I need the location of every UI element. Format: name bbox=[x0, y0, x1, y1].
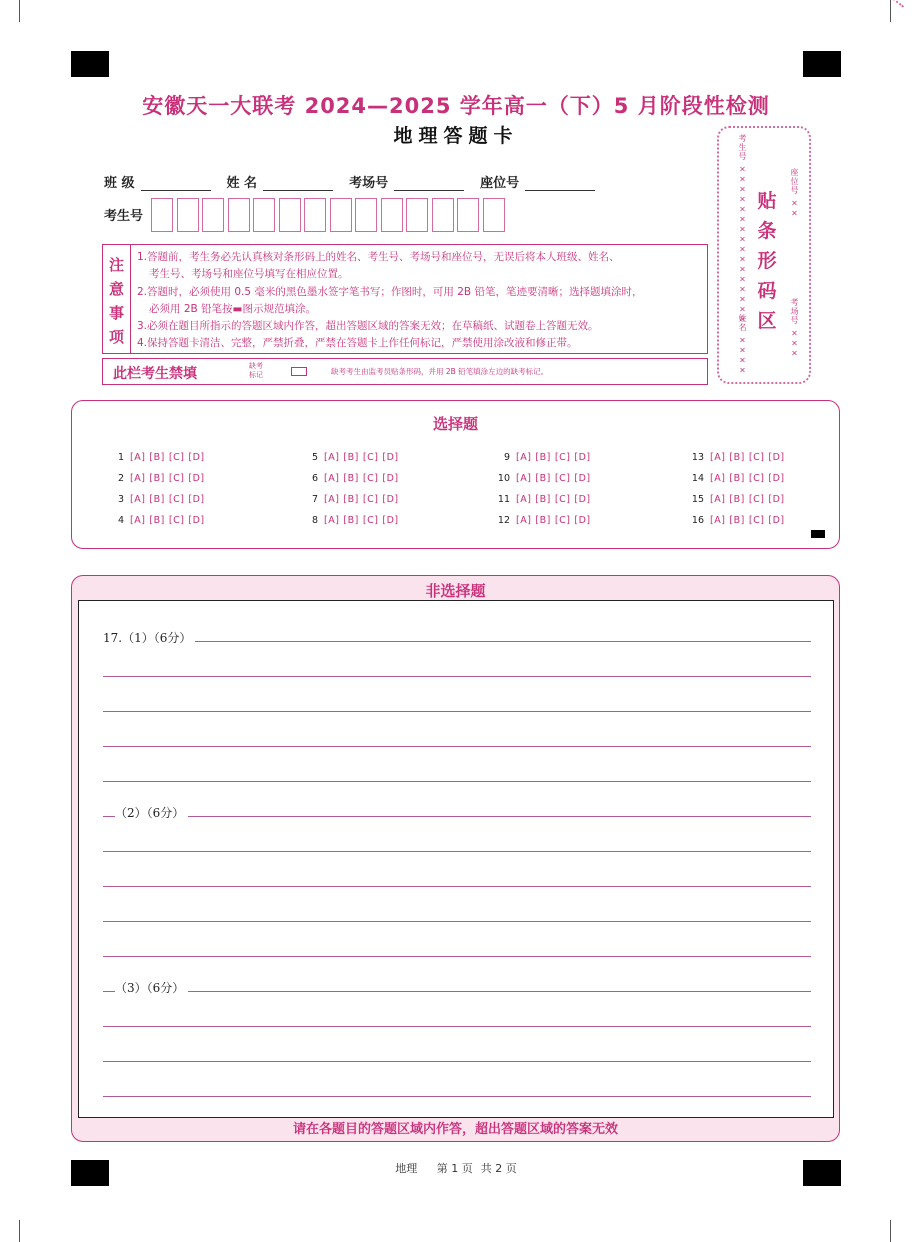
mc-question-number: 14 bbox=[691, 473, 704, 484]
seat-label: 座位号 bbox=[480, 176, 520, 191]
name-label: 姓 名 bbox=[226, 176, 258, 191]
absent-row bbox=[102, 358, 708, 385]
multiple-choice-title: 选择题 bbox=[432, 415, 478, 433]
seat-line[interactable] bbox=[525, 177, 595, 191]
non-choice-title: 非选择题 bbox=[425, 582, 486, 600]
mc-option-bubble[interactable]: [C] bbox=[168, 473, 185, 484]
absent-small-label-2: 标记 bbox=[249, 371, 263, 379]
footer-total: 共 2 页 bbox=[480, 1162, 517, 1175]
barcode-char: 贴 bbox=[757, 190, 777, 212]
mc-option-bubble[interactable]: [A] bbox=[516, 452, 532, 463]
mc-question-row bbox=[496, 468, 595, 489]
mc-option-bubble[interactable]: [B] bbox=[343, 452, 359, 463]
mc-option-bubble[interactable]: [D] bbox=[574, 515, 591, 526]
barcode-char: 码 bbox=[757, 280, 777, 302]
name-field[interactable] bbox=[227, 172, 334, 191]
mc-option-bubble[interactable]: [D] bbox=[188, 452, 205, 463]
crop-mark-bottom-left bbox=[0, 1220, 20, 1242]
answer-line[interactable] bbox=[103, 711, 811, 712]
barcode-char: 条 bbox=[757, 220, 777, 242]
answer-line[interactable] bbox=[103, 921, 811, 922]
notice-line: 必须用 2B 铅笔按▬图示规范填涂。 bbox=[149, 302, 316, 315]
mc-option-bubble[interactable]: [C] bbox=[748, 473, 765, 484]
mc-question-number: 9 bbox=[503, 452, 510, 463]
mc-option-bubble[interactable]: [D] bbox=[574, 473, 591, 484]
barcode-side-left-2: 考生号 ×××××××××××××××× bbox=[738, 134, 747, 325]
exam-number-box[interactable] bbox=[151, 198, 173, 232]
mc-column bbox=[690, 447, 789, 531]
mc-question-row bbox=[690, 510, 789, 531]
mc-option-bubble[interactable]: [D] bbox=[768, 452, 785, 463]
mc-option-bubble[interactable]: [C] bbox=[362, 515, 379, 526]
mc-question-number: 11 bbox=[497, 494, 510, 505]
notice-line: 考生号、考场号和座位号填写在相应位置。 bbox=[149, 268, 349, 281]
mc-question-row bbox=[110, 510, 209, 531]
mc-option-bubble[interactable]: [A] bbox=[324, 473, 340, 484]
answer-line[interactable] bbox=[103, 851, 811, 852]
mc-option-bubble[interactable]: [D] bbox=[382, 494, 399, 505]
absent-label: 此栏考生禁填 bbox=[113, 366, 197, 382]
mc-question-row bbox=[496, 447, 595, 468]
mc-option-bubble[interactable]: [A] bbox=[130, 452, 146, 463]
alignment-mark-top-right bbox=[803, 51, 841, 77]
mc-option-bubble[interactable]: [C] bbox=[168, 515, 185, 526]
mc-question-row bbox=[304, 510, 403, 531]
absent-note: 缺考考生由监考员贴条形码，并用 2B 铅笔填涂左边的缺考标记。 bbox=[331, 367, 549, 376]
mc-option-bubble[interactable]: [B] bbox=[149, 515, 165, 526]
barcode-char: 形 bbox=[757, 250, 777, 272]
mc-question-number: 2 bbox=[117, 473, 124, 484]
mc-question-row bbox=[110, 447, 209, 468]
mc-option-bubble[interactable]: [B] bbox=[343, 494, 359, 505]
mc-option-bubble[interactable]: [D] bbox=[574, 494, 591, 505]
mc-option-bubble[interactable]: [A] bbox=[516, 515, 532, 526]
exam-number-boxes bbox=[151, 198, 508, 232]
mc-option-bubble[interactable]: [B] bbox=[535, 515, 551, 526]
answer-line[interactable] bbox=[103, 886, 811, 887]
answer-line[interactable] bbox=[103, 781, 811, 782]
mc-question-number: 12 bbox=[497, 515, 510, 526]
mc-question-row bbox=[304, 468, 403, 489]
mc-question-row bbox=[304, 489, 403, 510]
mc-option-bubble[interactable]: [A] bbox=[324, 494, 340, 505]
card-subtitle: 地理答题卡 bbox=[393, 125, 519, 147]
mc-question-number: 13 bbox=[691, 452, 704, 463]
answer-line[interactable] bbox=[103, 816, 811, 817]
footer-page: 第 1 页 bbox=[436, 1162, 473, 1175]
exam-number-box[interactable] bbox=[177, 198, 199, 232]
mc-option-bubble[interactable]: [D] bbox=[574, 452, 591, 463]
mc-option-bubble[interactable]: [C] bbox=[168, 494, 185, 505]
mc-question-row bbox=[110, 489, 209, 510]
name-line[interactable] bbox=[263, 177, 333, 191]
notice-heading-char: 注 bbox=[108, 256, 124, 274]
notice-heading-char: 意 bbox=[108, 280, 124, 298]
barcode-area bbox=[717, 126, 811, 384]
mc-question-number: 15 bbox=[691, 494, 704, 505]
mc-question-number: 1 bbox=[117, 452, 124, 463]
mc-option-bubble[interactable]: [A] bbox=[710, 494, 726, 505]
mc-option-bubble[interactable]: [A] bbox=[516, 494, 532, 505]
mc-option-bubble[interactable]: [C] bbox=[554, 473, 571, 484]
exam-number-box[interactable] bbox=[330, 198, 352, 232]
mc-question-number: 16 bbox=[691, 515, 704, 526]
mc-column bbox=[110, 447, 209, 531]
mc-question-row bbox=[690, 447, 789, 468]
question-17-2-label: （2）（6分） bbox=[115, 804, 188, 821]
mc-option-bubble[interactable]: [C] bbox=[362, 452, 379, 463]
exam-number-box[interactable] bbox=[432, 198, 454, 232]
mc-option-bubble[interactable]: [C] bbox=[554, 494, 571, 505]
mc-question-number: 10 bbox=[497, 473, 510, 484]
mc-option-bubble[interactable]: [C] bbox=[748, 515, 765, 526]
mc-option-bubble[interactable]: [A] bbox=[710, 452, 726, 463]
exam-room-label: 考场号 bbox=[349, 176, 389, 191]
mc-option-bubble[interactable]: [A] bbox=[130, 494, 146, 505]
exam-room-field[interactable] bbox=[349, 172, 464, 191]
mc-option-bubble[interactable]: [C] bbox=[748, 494, 765, 505]
mc-option-bubble[interactable]: [D] bbox=[188, 473, 205, 484]
mc-question-row bbox=[690, 489, 789, 510]
notice-box bbox=[102, 244, 708, 354]
mc-option-bubble[interactable]: [B] bbox=[535, 494, 551, 505]
mc-option-bubble[interactable]: [D] bbox=[768, 515, 785, 526]
mc-option-bubble[interactable]: [C] bbox=[748, 452, 765, 463]
mc-option-bubble[interactable]: [B] bbox=[149, 494, 165, 505]
mc-option-bubble[interactable]: [C] bbox=[554, 515, 571, 526]
mc-column bbox=[304, 447, 403, 531]
mc-question-number: 6 bbox=[311, 473, 318, 484]
mc-option-bubble[interactable]: [C] bbox=[362, 494, 379, 505]
notice-heading-char: 事 bbox=[108, 304, 124, 322]
student-info-row bbox=[104, 172, 611, 191]
notice-line: 4.保持答题卡清洁、完整，严禁折叠，严禁在答题卡上作任何标记，严禁使用涂改液和修正带。 bbox=[137, 337, 578, 350]
mc-option-bubble[interactable]: [B] bbox=[149, 452, 165, 463]
mc-option-bubble[interactable]: [A] bbox=[324, 515, 340, 526]
mc-option-bubble[interactable]: [D] bbox=[382, 515, 399, 526]
mc-option-bubble[interactable]: [A] bbox=[324, 452, 340, 463]
mc-option-bubble[interactable]: [B] bbox=[343, 473, 359, 484]
exam-room-line[interactable] bbox=[394, 177, 464, 191]
mc-option-bubble[interactable]: [C] bbox=[362, 473, 379, 484]
mc-option-bubble[interactable]: [B] bbox=[149, 473, 165, 484]
exam-number-label: 考生号 bbox=[104, 209, 144, 224]
answer-line[interactable] bbox=[103, 956, 811, 957]
mc-option-bubble[interactable]: [B] bbox=[343, 515, 359, 526]
mc-option-bubble[interactable]: [A] bbox=[710, 473, 726, 484]
exam-number-box[interactable] bbox=[253, 198, 275, 232]
footer-subject: 地理 bbox=[395, 1162, 418, 1175]
mc-question-number: 4 bbox=[117, 515, 124, 526]
mc-question-number: 7 bbox=[311, 494, 318, 505]
mc-question-number: 8 bbox=[311, 515, 318, 526]
mc-option-bubble[interactable]: [B] bbox=[729, 515, 745, 526]
exam-number-box[interactable] bbox=[483, 198, 505, 232]
mc-option-bubble[interactable]: [B] bbox=[729, 494, 745, 505]
mc-question-row bbox=[690, 468, 789, 489]
exam-number-box[interactable] bbox=[381, 198, 403, 232]
mc-option-bubble[interactable]: [B] bbox=[729, 452, 745, 463]
barcode-char: 区 bbox=[757, 310, 777, 332]
exam-number-box[interactable] bbox=[457, 198, 479, 232]
crop-mark-top-right bbox=[890, 0, 891, 22]
notice-line: 1.答题前，考生务必先认真核对条形码上的姓名、考生号、考场号和座位号，无误后将本人班级、姓名、 bbox=[137, 251, 620, 263]
mc-option-bubble[interactable]: [A] bbox=[516, 473, 532, 484]
fold-line-corner bbox=[840, 0, 904, 8]
exam-number-box[interactable] bbox=[228, 198, 250, 232]
seat-field[interactable] bbox=[480, 172, 595, 191]
answer-line[interactable] bbox=[103, 1026, 811, 1027]
class-field[interactable] bbox=[104, 172, 211, 191]
answer-line[interactable] bbox=[103, 746, 811, 747]
mc-question-number: 5 bbox=[311, 452, 318, 463]
mc-option-bubble[interactable]: [D] bbox=[188, 494, 205, 505]
mc-option-bubble[interactable]: [D] bbox=[188, 515, 205, 526]
alignment-mark-top-left bbox=[71, 51, 109, 77]
answer-line[interactable] bbox=[103, 991, 811, 992]
mc-option-bubble[interactable]: [A] bbox=[710, 515, 726, 526]
mc-option-bubble[interactable]: [C] bbox=[168, 452, 185, 463]
mc-question-row bbox=[304, 447, 403, 468]
alignment-tick bbox=[811, 530, 825, 538]
mc-option-bubble[interactable]: [B] bbox=[729, 473, 745, 484]
barcode-label bbox=[755, 186, 779, 336]
mc-option-bubble[interactable]: [C] bbox=[554, 452, 571, 463]
crop-mark-top-left bbox=[0, 0, 20, 22]
exam-title: 安徽天一大联考 2024—2025 学年高一（下）5 月阶段性检测 bbox=[142, 94, 770, 118]
exam-number-box[interactable] bbox=[279, 198, 301, 232]
non-choice-section bbox=[71, 575, 840, 1142]
exam-number-box[interactable] bbox=[355, 198, 377, 232]
page-footer bbox=[0, 1160, 912, 1176]
exam-number-box[interactable] bbox=[406, 198, 428, 232]
barcode-side-right-1: 座位号 ×× bbox=[790, 168, 799, 219]
mc-option-bubble[interactable]: [A] bbox=[130, 515, 146, 526]
mc-question-row bbox=[496, 489, 595, 510]
mc-question-number: 3 bbox=[117, 494, 124, 505]
mc-option-bubble[interactable]: [D] bbox=[768, 494, 785, 505]
answer-line[interactable] bbox=[103, 1096, 811, 1097]
non-choice-footer-warning: 请在各题目的答题区域内作答，超出答题区域的答案无效 bbox=[292, 1122, 618, 1137]
barcode-side-right-2: 考场号 ××× bbox=[790, 298, 799, 359]
mc-option-bubble[interactable]: [D] bbox=[382, 452, 399, 463]
barcode-side-left-1: 姓名 ×××× bbox=[738, 314, 747, 376]
absent-small-label bbox=[249, 362, 263, 380]
answer-line[interactable] bbox=[103, 1061, 811, 1062]
notice-line: 3.必须在题目所指示的答题区域内作答，超出答题区域的答案无效；在草稿纸、试题卷上答题无效。 bbox=[137, 320, 599, 333]
class-line[interactable] bbox=[141, 177, 211, 191]
question-17-1-label: 17.（1）（6分） bbox=[103, 629, 195, 646]
notice-heading bbox=[103, 245, 131, 353]
mc-option-bubble[interactable]: [B] bbox=[535, 452, 551, 463]
notice-line: 2.答题时，必须使用 0.5 毫米的黑色墨水签字笔书写；作图时，可用 2B 铅笔，笔迹要清晰；选择题填涂时， bbox=[137, 285, 643, 298]
absent-small-label-1: 缺考 bbox=[249, 362, 263, 370]
mc-option-bubble[interactable]: [D] bbox=[768, 473, 785, 484]
answer-line[interactable] bbox=[103, 676, 811, 677]
mc-column bbox=[496, 447, 595, 531]
exam-number-box[interactable] bbox=[304, 198, 326, 232]
answer-line[interactable] bbox=[103, 641, 811, 642]
multiple-choice-section bbox=[71, 400, 840, 549]
question-17-3-label: （3）（6分） bbox=[115, 979, 188, 996]
exam-number-box[interactable] bbox=[202, 198, 224, 232]
mc-option-bubble[interactable]: [B] bbox=[535, 473, 551, 484]
crop-mark-bottom-right bbox=[890, 1220, 891, 1242]
notice-body bbox=[137, 249, 705, 353]
answer-area[interactable] bbox=[78, 600, 834, 1118]
mc-option-bubble[interactable]: [D] bbox=[382, 473, 399, 484]
class-label: 班 级 bbox=[104, 176, 135, 191]
notice-heading-char: 项 bbox=[108, 328, 124, 346]
absent-mark-box[interactable] bbox=[291, 367, 307, 376]
mc-question-row bbox=[496, 510, 595, 531]
mc-question-row bbox=[110, 468, 209, 489]
mc-option-bubble[interactable]: [A] bbox=[130, 473, 146, 484]
